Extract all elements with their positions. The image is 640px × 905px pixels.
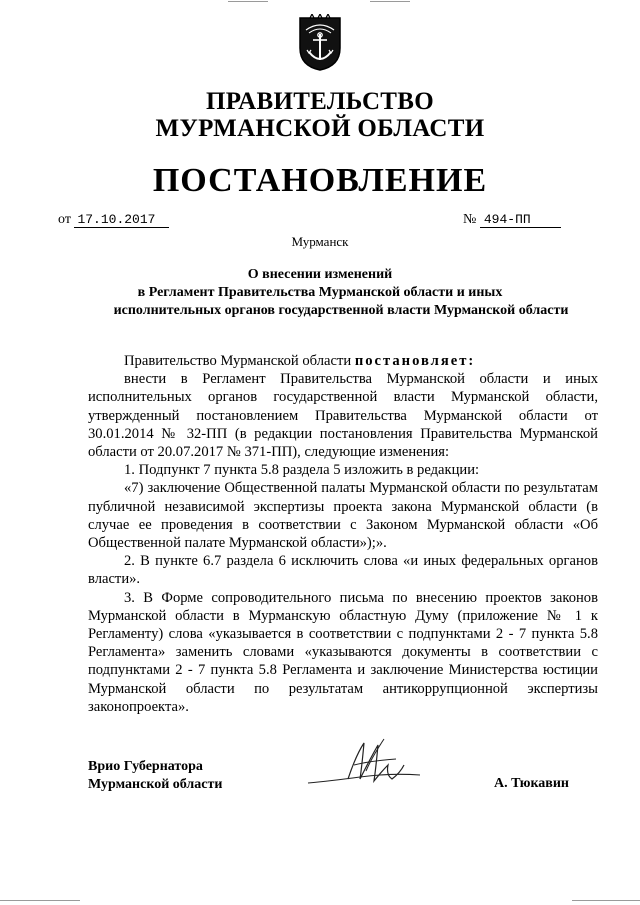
date-value: 17.10.2017: [74, 213, 169, 228]
subject-line3: исполнительных органов государственной власти Мурманской области: [113, 303, 569, 318]
murmansk-coat-of-arms-icon: [296, 14, 344, 72]
handwritten-signature: [300, 735, 440, 797]
document-body: [88, 352, 598, 716]
date-prefix: от: [58, 212, 71, 227]
date-field: [58, 212, 169, 228]
position-line1: Врио Губернатора: [88, 759, 203, 774]
paragraph: «7) заключение Общественной палаты Мурманской области по результатам публичной независимой экспертизы проекта закона Мурманской области (в случае ее проведения в соответствии с Законом Мурманской области «Об Общественной палате Мурманской области»);».: [88, 480, 598, 552]
subject-line2: в Регламент Правительства Мурманской области и иных: [137, 285, 503, 300]
subject-line1: О внесении изменений: [247, 267, 393, 282]
number-value: 494-ПП: [480, 213, 561, 228]
intro-paragraph: [88, 352, 598, 370]
document-type-title: ПОСТАНОВЛЕНИЕ: [152, 162, 488, 199]
signatory-name: А. Тюкавин: [494, 776, 569, 791]
intro-prefix: Правительство Мурманской области: [124, 353, 355, 369]
decree-word: постановляет:: [354, 353, 476, 369]
paragraph: внести в Регламент Правительства Мурманской области и иных исполнительных органов государственной власти Мурманской области, утвержденный постановлением Правительства Мурманской области от 30.01.2014 № 32-ПП (в редакции постановления Правительства Мурманской области от 20.07.2017 № 371-ПП), следующие изменения:: [88, 371, 598, 461]
scan-artifact: [0, 900, 80, 901]
paragraph: 1. Подпункт 7 пункта 5.8 раздела 5 изложить в редакции:: [124, 462, 480, 479]
number-field: [463, 212, 561, 228]
city: Мурманск: [291, 234, 349, 249]
number-prefix: №: [463, 212, 477, 227]
government-title-line1: ПРАВИТЕЛЬСТВО: [206, 88, 434, 115]
scan-artifact: [370, 1, 410, 2]
scan-artifact: [228, 1, 268, 2]
signatory-position: [88, 758, 222, 794]
government-title-line2: МУРМАНСКОЙ ОБЛАСТИ: [155, 115, 485, 142]
paragraph: 2. В пункте 6.7 раздела 6 исключить слова «и иных федеральных органов власти».: [88, 553, 598, 588]
position-line2: Мурманской области: [88, 777, 223, 792]
scan-artifact: [572, 900, 640, 901]
paragraph: 3. В Форме сопроводительного письма по внесению проектов законов Мурманской области в Мурманскую областную Думу (приложение № 1 к Регламенту) слова «указывается в соответствии с подпунктами 2 - 7 пункта 5.8 Регламента» заменить словами «указываются документы в соответствии с подпунктами 2 - 7 пункта 5.8 Регламента и заключение Министерства юстиции Мурманской области по результатам антикоррупционной экспертизы законопроекта».: [88, 589, 598, 715]
